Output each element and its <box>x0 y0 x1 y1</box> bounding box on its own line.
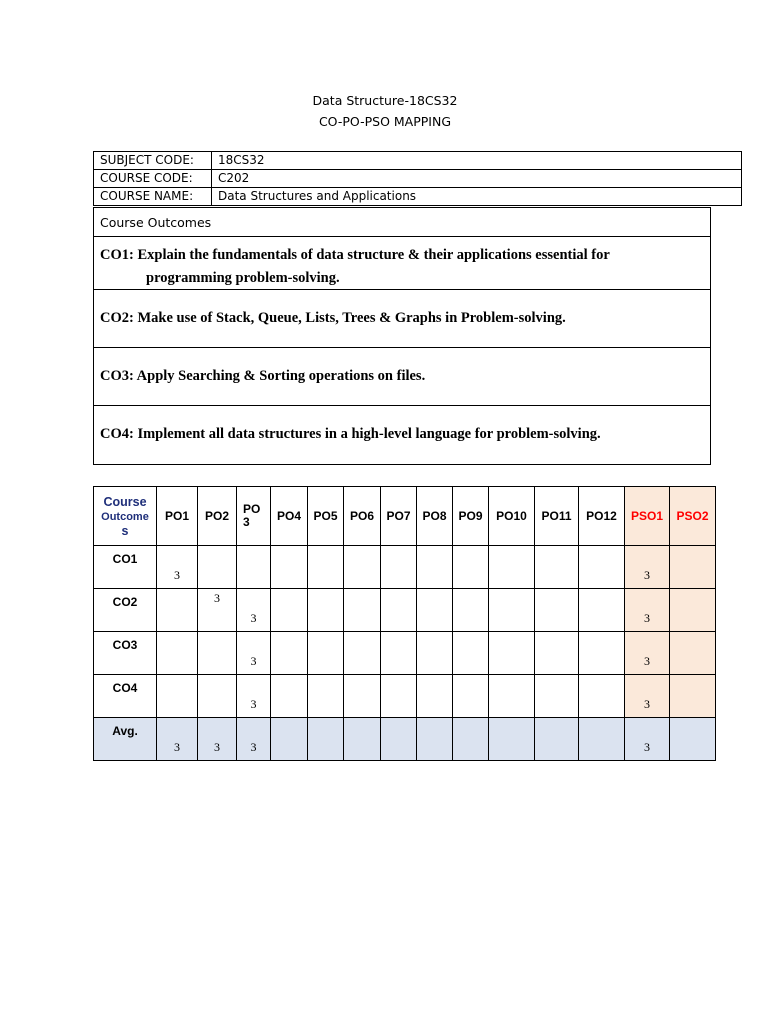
mapping-value: 3 <box>250 740 257 754</box>
mapping-cell <box>453 632 489 675</box>
mapping-cell <box>489 589 535 632</box>
info-value: C202 <box>212 170 742 188</box>
mapping-cell <box>535 632 579 675</box>
mapping-cell <box>308 675 344 718</box>
mapping-cell <box>271 589 308 632</box>
mapping-cell <box>489 632 535 675</box>
row-label: CO1 <box>112 552 138 566</box>
mapping-cell <box>237 589 271 632</box>
column-header: PO2 <box>198 487 237 546</box>
mapping-cell <box>271 675 308 718</box>
mapping-cell <box>237 546 271 589</box>
column-header: PO6 <box>344 487 381 546</box>
info-key: SUBJECT CODE: <box>94 152 212 170</box>
co1-statement <box>94 237 710 290</box>
mapping-value: 3 <box>174 740 180 754</box>
column-header: PO9 <box>453 487 489 546</box>
mapping-cell <box>381 675 417 718</box>
mapping-value: 3 <box>214 740 220 754</box>
mapping-cell <box>453 589 489 632</box>
mapping-cell <box>453 546 489 589</box>
mapping-cell <box>198 589 237 632</box>
info-value: 18CS32 <box>212 152 742 170</box>
document-title: Data Structure-18CS32 <box>312 93 458 108</box>
mapping-cell <box>381 718 417 761</box>
mapping-cell <box>237 675 271 718</box>
mapping-cell <box>157 718 198 761</box>
corner-header-line-3: s <box>121 523 129 538</box>
course-outcomes-box <box>93 207 711 465</box>
row-label-cell <box>94 718 157 761</box>
info-row-course-code <box>94 170 742 188</box>
mapping-cell <box>237 632 271 675</box>
mapping-cell <box>625 589 670 632</box>
mapping-value: 3 <box>250 697 257 711</box>
co1-line-2: programming problem-solving. <box>146 270 340 286</box>
mapping-cell <box>579 589 625 632</box>
mapping-cell <box>489 675 535 718</box>
mapping-cell <box>198 546 237 589</box>
mapping-cell <box>344 675 381 718</box>
mapping-cell <box>579 675 625 718</box>
mapping-cell <box>157 546 198 589</box>
info-value: Data Structures and Applications <box>212 188 742 206</box>
column-header: PSO1 <box>625 487 670 546</box>
mapping-cell <box>381 546 417 589</box>
column-header: PO8 <box>417 487 453 546</box>
column-header <box>237 487 271 546</box>
mapping-cell <box>453 675 489 718</box>
mapping-cell <box>157 675 198 718</box>
column-header: PO4 <box>271 487 308 546</box>
mapping-cell <box>198 718 237 761</box>
mapping-cell <box>308 589 344 632</box>
document-subtitle: CO-PO-PSO MAPPING <box>318 114 452 129</box>
mapping-row <box>94 718 716 761</box>
mapping-cell <box>417 675 453 718</box>
mapping-cell <box>670 546 716 589</box>
course-outcomes-heading: Course Outcomes <box>94 208 710 237</box>
mapping-cell <box>381 632 417 675</box>
mapping-value: 3 <box>644 697 650 711</box>
mapping-cell <box>535 589 579 632</box>
mapping-cell <box>157 589 198 632</box>
mapping-row <box>94 546 716 589</box>
mapping-cell <box>344 632 381 675</box>
column-header-label: PO 3 <box>243 502 261 529</box>
mapping-cell <box>535 546 579 589</box>
info-row-course-name <box>94 188 742 206</box>
corner-header <box>94 487 157 546</box>
mapping-cell <box>535 675 579 718</box>
mapping-value: 3 <box>250 654 257 668</box>
co-po-pso-mapping-table <box>93 486 716 761</box>
mapping-value: 3 <box>644 611 650 625</box>
mapping-cell <box>308 546 344 589</box>
mapping-cell <box>489 546 535 589</box>
mapping-cell <box>535 718 579 761</box>
mapping-row <box>94 632 716 675</box>
info-row-subject-code <box>94 152 742 170</box>
column-header: PO10 <box>489 487 535 546</box>
corner-header-line-1: Course <box>103 494 147 509</box>
course-info-table <box>93 151 742 206</box>
mapping-cell <box>579 718 625 761</box>
co1-line-1: CO1: Explain the fundamentals of data structure & their applications essential for <box>100 247 610 263</box>
mapping-cell <box>417 718 453 761</box>
mapping-cell <box>417 632 453 675</box>
column-header: PSO2 <box>670 487 716 546</box>
mapping-cell <box>670 589 716 632</box>
mapping-cell <box>579 546 625 589</box>
mapping-cell <box>198 675 237 718</box>
row-label: CO4 <box>112 681 138 695</box>
row-label-cell <box>94 589 157 632</box>
mapping-row <box>94 589 716 632</box>
co3-statement: CO3: Apply Searching & Sorting operations on files. <box>94 348 710 406</box>
row-label-cell <box>94 546 157 589</box>
mapping-cell <box>417 589 453 632</box>
mapping-value: 3 <box>174 568 180 582</box>
column-header: PO7 <box>381 487 417 546</box>
mapping-cell <box>308 632 344 675</box>
info-key: COURSE NAME: <box>94 188 212 206</box>
mapping-cell <box>453 718 489 761</box>
row-label-cell <box>94 632 157 675</box>
row-label: Avg. <box>112 724 138 738</box>
corner-header-line-2: Outcome <box>101 510 149 523</box>
mapping-cell <box>625 718 670 761</box>
mapping-header-row <box>94 487 716 546</box>
info-key: COURSE CODE: <box>94 170 212 188</box>
mapping-cell <box>670 675 716 718</box>
row-label-cell <box>94 675 157 718</box>
mapping-cell <box>308 718 344 761</box>
mapping-cell <box>579 632 625 675</box>
mapping-cell <box>489 718 535 761</box>
co2-statement: CO2: Make use of Stack, Queue, Lists, Trees & Graphs in Problem-solving. <box>94 290 710 348</box>
mapping-cell <box>670 632 716 675</box>
row-label: CO3 <box>112 638 138 652</box>
column-header: PO1 <box>157 487 198 546</box>
mapping-value: 3 <box>644 654 650 668</box>
mapping-row <box>94 675 716 718</box>
mapping-cell <box>625 675 670 718</box>
mapping-value: 3 <box>214 591 220 605</box>
mapping-cell <box>271 718 308 761</box>
mapping-cell <box>237 718 271 761</box>
mapping-cell <box>198 632 237 675</box>
mapping-cell <box>625 632 670 675</box>
column-header: PO11 <box>535 487 579 546</box>
mapping-value: 3 <box>250 611 257 625</box>
mapping-cell <box>670 718 716 761</box>
row-label: CO2 <box>112 595 138 609</box>
co4-statement: CO4: Implement all data structures in a high-level language for problem-solving. <box>100 426 601 442</box>
mapping-cell <box>417 546 453 589</box>
mapping-value: 3 <box>644 740 650 754</box>
mapping-value: 3 <box>644 568 650 582</box>
mapping-cell <box>157 632 198 675</box>
mapping-cell <box>344 589 381 632</box>
mapping-cell <box>271 546 308 589</box>
column-header: PO12 <box>579 487 625 546</box>
mapping-cell <box>344 718 381 761</box>
mapping-cell <box>625 546 670 589</box>
mapping-cell <box>271 632 308 675</box>
mapping-cell <box>344 546 381 589</box>
mapping-cell <box>381 589 417 632</box>
column-header: PO5 <box>308 487 344 546</box>
